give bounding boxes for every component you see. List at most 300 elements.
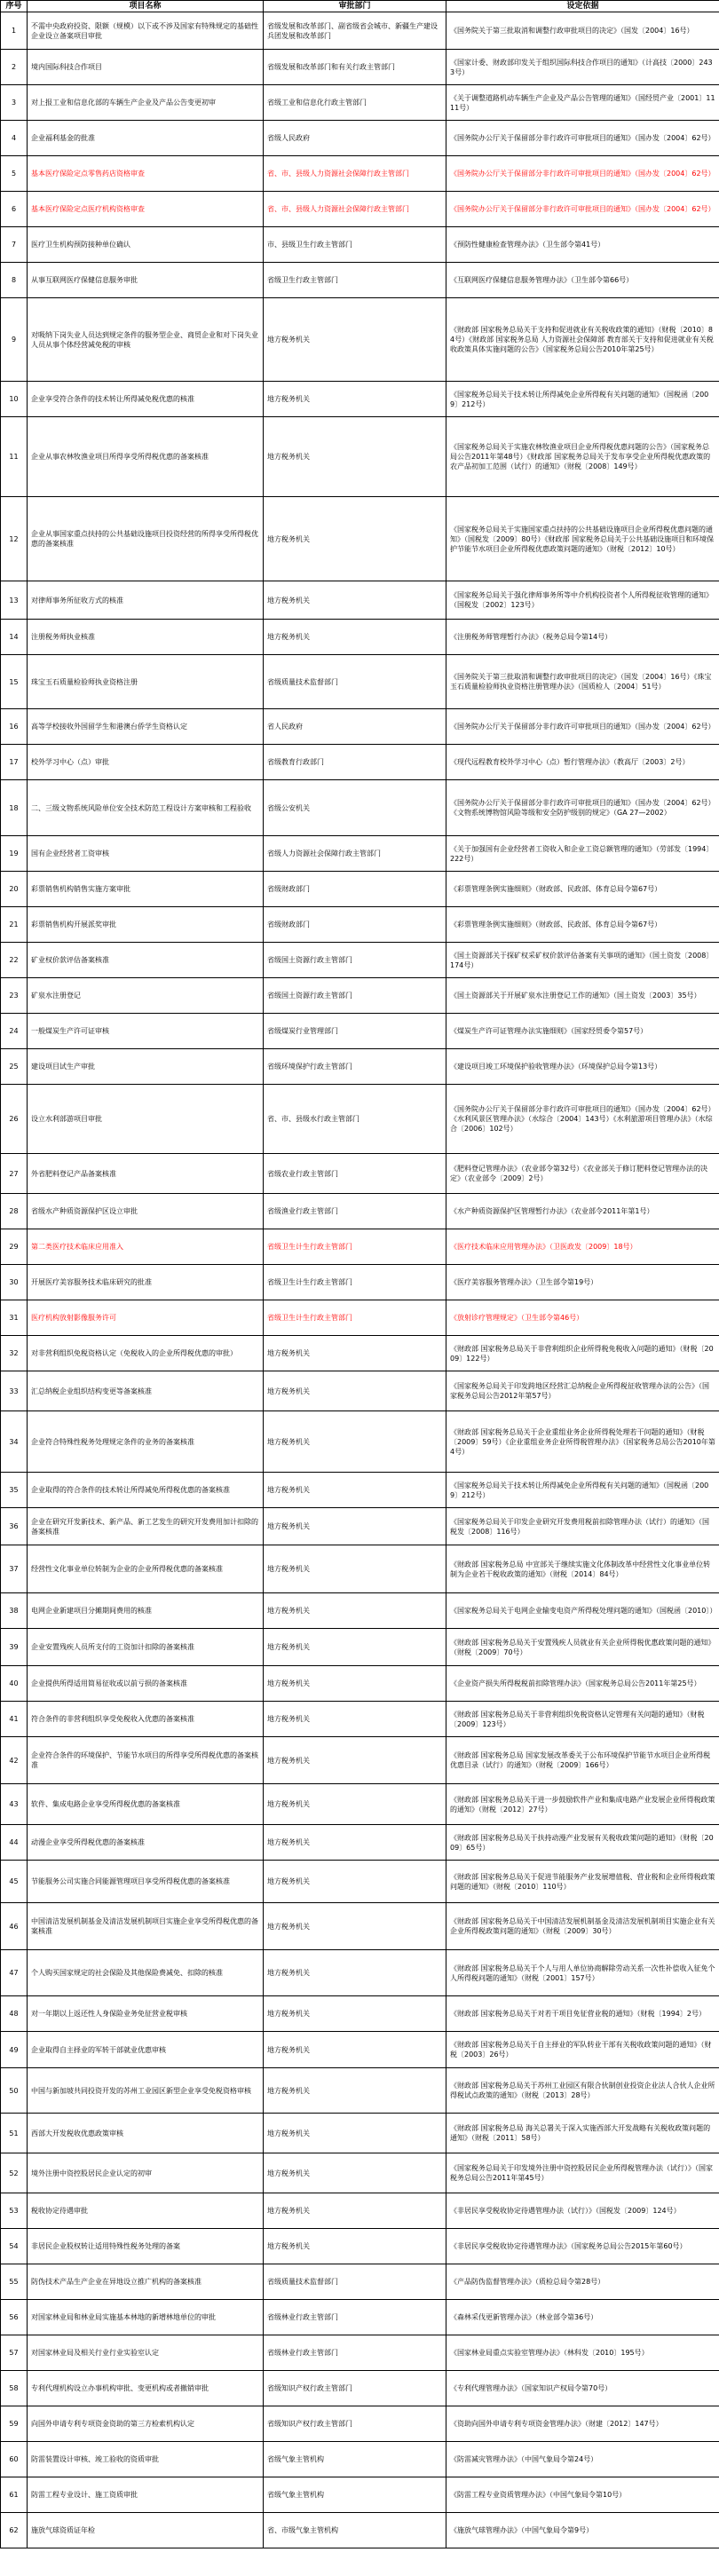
row-serial-number: 50 <box>1 2068 28 2114</box>
row-approval-department: 地方税务机关 <box>264 1411 446 1473</box>
table-row <box>1 192 719 227</box>
row-legal-basis: 《国家税务总局关于技术转让所得减免企业所得税有关问题的通知》（国税函〔2009〕212号） <box>446 382 719 417</box>
row-item-name: 税收协定待遇审批 <box>28 2193 264 2229</box>
table-row <box>1 298 719 382</box>
row-approval-department: 地方税务机关 <box>264 1950 446 1996</box>
row-approval-department: 省级林业行政主管部门 <box>264 2300 446 2335</box>
row-serial-number: 41 <box>1 1702 28 1737</box>
table-row <box>1 417 719 497</box>
row-item-name: 软件、集成电路企业享受所得税优惠的备案核准 <box>28 1784 264 1825</box>
row-approval-department: 地方税务机关 <box>264 1629 446 1666</box>
row-item-name: 不需中央政府投资、限额（规模）以下或不涉及国家有特殊规定的基础性企业设立备案项目审批 <box>28 12 264 50</box>
table-row <box>1 1593 719 1629</box>
row-item-name: 向国外申请专利专项资金资助的第三方检索机构认定 <box>28 2406 264 2442</box>
table-row <box>1 1545 719 1593</box>
row-item-name: 动漫企业享受所得税优惠的备案核准 <box>28 1825 264 1861</box>
row-legal-basis: 《国家税务总局关于电网企业输变电资产所得税处理问题的通知》（国税函〔2010〕） <box>446 1593 719 1629</box>
table-row <box>1 2229 719 2264</box>
row-serial-number: 10 <box>1 382 28 417</box>
table-row <box>1 943 719 978</box>
row-approval-department: 地方税务机关 <box>264 1861 446 1903</box>
row-item-name: 彩票销售机构开展派奖审批 <box>28 907 264 943</box>
table-row <box>1 1950 719 1996</box>
row-legal-basis: 《国家税务总局关于印发跨地区经营汇总纳税企业所得税征收管理办法的公告》（国家税务总局公告2012年第57号） <box>446 1371 719 1411</box>
row-legal-basis: 《彩票管理条例实施细则》（财政部、民政部、体育总局令第67号） <box>446 872 719 907</box>
row-item-name: 国有企业经营者工资审核 <box>28 836 264 872</box>
row-item-name: 对上报工业和信息化部的车辆生产企业及产品公告变更初审 <box>28 85 264 121</box>
row-serial-number: 4 <box>1 121 28 156</box>
row-legal-basis: 《国家计委、财政部印发关于组织国际科技合作项目的通知》（计高技〔2000〕2433号） <box>446 50 719 85</box>
row-legal-basis: 《非居民享受税收协定待遇管理办法》（国家税务总局公告2015年第60号） <box>446 2229 719 2264</box>
row-approval-department: 地方税务机关 <box>264 1336 446 1371</box>
row-legal-basis: 《财政部 国家税务总局关于支持和促进就业有关税收政策的通知》（财税〔2010〕84号）《财政部 国家税务总局 人力资源社会保障部 教育部关于支持和促进就业有关税收政策具体实施问题的公告》（国家税务总局公告2010年第25号） <box>446 298 719 382</box>
row-serial-number: 8 <box>1 263 28 298</box>
row-approval-department: 地方税务机关 <box>264 620 446 655</box>
row-legal-basis: 《财政部 国家税务总局关于非营利组织企业所得税免税收入问题的通知》（财税〔2009〕122号） <box>446 1336 719 1371</box>
row-item-name: 企业符合条件的环境保护、节能节水项目的所得享受所得税优惠的备案核准 <box>28 1737 264 1784</box>
row-item-name: 企业取得自主择业的军转干部就业优惠审核 <box>28 2032 264 2068</box>
row-approval-department: 地方税务机关 <box>264 1903 446 1950</box>
table-row <box>1 709 719 745</box>
row-item-name: 建设项目试生产审批 <box>28 1049 264 1085</box>
row-approval-department: 地方税务机关 <box>264 1996 446 2032</box>
row-item-name: 省级水产种质资源保护区设立审批 <box>28 1194 264 1229</box>
table-row <box>1 2442 719 2477</box>
row-approval-department: 省级卫生计生行政主管部门 <box>264 1229 446 1265</box>
row-serial-number: 5 <box>1 156 28 192</box>
row-item-name: 经营性文化事业单位转制为企业的企业所得税优惠的备案核准 <box>28 1545 264 1593</box>
row-approval-department: 地方税务机关 <box>264 1508 446 1545</box>
table-row <box>1 1825 719 1861</box>
row-item-name: 施放气球资质证年检 <box>28 2513 264 2548</box>
row-approval-department: 地方税务机关 <box>264 497 446 581</box>
row-legal-basis: 《财政部 国家税务总局关于企业重组业务企业所得税处理若干问题的通知》（财税〔2009〕59号）《企业重组业务企业所得税管理办法》（国家税务总局公告2010年第4号） <box>446 1411 719 1473</box>
row-approval-department: 省人民政府 <box>264 709 446 745</box>
table-row <box>1 1411 719 1473</box>
row-serial-number: 40 <box>1 1666 28 1702</box>
row-legal-basis: 《财政部 国家税务总局关于对若干项目免征营业税的通知》（财税〔1994〕2号） <box>446 1996 719 2032</box>
row-legal-basis: 《防雷工程专业资质管理办法》（中国气象局令第10号） <box>446 2477 719 2513</box>
row-serial-number: 62 <box>1 2513 28 2548</box>
table-row <box>1 978 719 1014</box>
row-serial-number: 34 <box>1 1411 28 1473</box>
row-approval-department: 省级质量技术监督部门 <box>264 2264 446 2300</box>
table-row <box>1 1666 719 1702</box>
row-legal-basis: 《医疗美容服务管理办法》（卫生部令第19号） <box>446 1265 719 1300</box>
table-row <box>1 2300 719 2335</box>
row-approval-department: 地方税务机关 <box>264 2068 446 2114</box>
row-approval-department: 省级渔业行政主管部门 <box>264 1194 446 1229</box>
row-serial-number: 1 <box>1 12 28 50</box>
row-serial-number: 56 <box>1 2300 28 2335</box>
row-serial-number: 18 <box>1 780 28 836</box>
table-row <box>1 2406 719 2442</box>
row-serial-number: 32 <box>1 1336 28 1371</box>
row-approval-department: 省、市、县级人力资源社会保障行政主管部门 <box>264 156 446 192</box>
table-row <box>1 907 719 943</box>
row-legal-basis: 《财政部 国家税务总局关于进一步鼓励软件产业和集成电路产业发展企业所得税政策的通知》（财税〔2012〕27号） <box>446 1784 719 1825</box>
row-legal-basis: 《国务院办公厅关于保留部分非行政许可审批项目的通知》（国办发〔2004〕62号） <box>446 709 719 745</box>
table-row <box>1 1702 719 1737</box>
row-legal-basis: 《国家税务总局关于印发境外注册中资控股居民企业所得税管理办法（试行）》（国家税务总局公告2011年第45号） <box>446 2153 719 2193</box>
table-row <box>1 50 719 85</box>
table-row <box>1 1996 719 2032</box>
row-legal-basis: 《财政部 国家税务总局关于扶持动漫产业发展有关税收政策问题的通知》（财税〔2009〕65号） <box>446 1825 719 1861</box>
row-item-name: 境外注册中资控股居民企业认定的初审 <box>28 2153 264 2193</box>
row-item-name: 医疗卫生机构预防接种单位确认 <box>28 227 264 263</box>
row-legal-basis: 《国家税务总局关于技术转让所得减免企业所得税有关问题的通知》（国税函〔2009〕212号） <box>446 1473 719 1508</box>
row-approval-department: 省级卫生计生行政主管部门 <box>264 1300 446 1336</box>
row-approval-department: 省级知识产权行政主管部门 <box>264 2371 446 2406</box>
table-row <box>1 1371 719 1411</box>
row-legal-basis: 《国务院关于第三批取消和调整行政审批项目的决定》（国发〔2004〕16号） <box>446 12 719 50</box>
row-serial-number: 20 <box>1 872 28 907</box>
row-item-name: 专利代理机构设立办事机构审批、变更机构或者撤销审批 <box>28 2371 264 2406</box>
row-legal-basis: 《国务院办公厅关于保留部分非行政许可审批项目的通知》（国办发〔2004〕62号）《水利风景区管理办法》（水综合〔2004〕143号）《水利旅游项目管理办法》（水综合〔2006〕102号） <box>446 1085 719 1154</box>
row-legal-basis: 《森林采伐更新管理办法》（林业部令第36号） <box>446 2300 719 2335</box>
row-approval-department: 地方税务机关 <box>264 1371 446 1411</box>
row-legal-basis: 《肥料登记管理办法》（农业部令第32号）《农业部关于修订肥料登记管理办法的决定》（农业部令〔2009〕2号） <box>446 1154 719 1194</box>
row-serial-number: 42 <box>1 1737 28 1784</box>
row-approval-department: 省级环境保护行政主管部门 <box>264 1049 446 1085</box>
row-serial-number: 17 <box>1 745 28 780</box>
row-legal-basis: 《国家税务总局关于强化律师事务所等中介机构投资者个人所得税征收管理的通知》（国税发〔2002〕123号） <box>446 581 719 620</box>
row-serial-number: 61 <box>1 2477 28 2513</box>
row-serial-number: 37 <box>1 1545 28 1593</box>
table-row <box>1 1473 719 1508</box>
row-approval-department: 省、市、县级人力资源社会保障行政主管部门 <box>264 192 446 227</box>
table-row <box>1 263 719 298</box>
table-row <box>1 1154 719 1194</box>
row-item-name: 医疗机构放射影像服务许可 <box>28 1300 264 1336</box>
row-item-name: 企业安置残疾人员所支付的工资加计扣除的备案核准 <box>28 1629 264 1666</box>
row-legal-basis: 《财政部 国家税务总局关于促进节能服务产业发展增值税、营业税和企业所得税政策问题的通知》（财税〔2010〕110号） <box>446 1861 719 1903</box>
row-approval-department: 省级卫生行政主管部门 <box>264 263 446 298</box>
row-serial-number: 6 <box>1 192 28 227</box>
row-item-name: 节能服务公司实施合同能源管理项目享受所得税优惠的备案核准 <box>28 1861 264 1903</box>
row-legal-basis: 《财政部 国家税务总局关于中国清洁发展机制基金及清洁发展机制项目实施企业有关企业所得税政策问题的通知》（财税〔2009〕30号） <box>446 1903 719 1950</box>
row-approval-department: 省级国土资源行政主管部门 <box>264 943 446 978</box>
row-legal-basis: 《财政部 国家税务总局关于非营利组织免税资格认定管理有关问题的通知》（财税〔2009〕123号） <box>446 1702 719 1737</box>
row-serial-number: 7 <box>1 227 28 263</box>
table-row <box>1 872 719 907</box>
row-serial-number: 16 <box>1 709 28 745</box>
row-serial-number: 33 <box>1 1371 28 1411</box>
row-item-name: 基本医疗保险定点零售药店资格审查 <box>28 156 264 192</box>
row-approval-department: 省级气象主管机构 <box>264 2442 446 2477</box>
row-item-name: 企业享受符合条件的技术转让所得减免税优惠的核准 <box>28 382 264 417</box>
row-approval-department: 省级人民政府 <box>264 121 446 156</box>
row-legal-basis: 《煤炭生产许可证管理办法实施细则》（国家经贸委令第57号） <box>446 1014 719 1049</box>
row-serial-number: 23 <box>1 978 28 1014</box>
row-serial-number: 29 <box>1 1229 28 1265</box>
table-row <box>1 620 719 655</box>
row-legal-basis: 《建设项目竣工环境保护验收管理办法》（环境保护总局令第13号） <box>446 1049 719 1085</box>
row-legal-basis: 《彩票管理条例实施细则》（财政部、民政部、体育总局令第67号） <box>446 907 719 943</box>
row-legal-basis: 《财政部 国家税务总局关于苏州工业园区有限合伙制创业投资企业法人合伙人企业所得税试点政策的通知》（财税〔2013〕28号） <box>446 2068 719 2114</box>
row-item-name: 企业从事国家重点扶持的公共基础设施项目投资经营的所得享受所得税优惠的备案核准 <box>28 497 264 581</box>
row-approval-department: 地方税务机关 <box>264 1737 446 1784</box>
table-row <box>1 227 719 263</box>
header-legal-basis: 设定依据 <box>446 1 719 12</box>
header-serial-number: 序号 <box>1 1 28 12</box>
row-serial-number: 26 <box>1 1085 28 1154</box>
row-serial-number: 36 <box>1 1508 28 1545</box>
row-serial-number: 24 <box>1 1014 28 1049</box>
row-serial-number: 53 <box>1 2193 28 2229</box>
row-approval-department: 地方税务机关 <box>264 1545 446 1593</box>
row-legal-basis: 《施放气球管理办法》（中国气象局令第9号） <box>446 2513 719 2548</box>
table-row <box>1 1903 719 1950</box>
row-item-name: 对国家林业局及相关行业行业实验室认定 <box>28 2335 264 2371</box>
row-approval-department: 省级气象主管机构 <box>264 2477 446 2513</box>
table-row <box>1 1629 719 1666</box>
row-approval-department: 地方税务机关 <box>264 1473 446 1508</box>
table-row <box>1 1784 719 1825</box>
row-serial-number: 59 <box>1 2406 28 2442</box>
table-row <box>1 1229 719 1265</box>
row-item-name: 防伪技术产品生产企业在异地设立推广机构的备案核准 <box>28 2264 264 2300</box>
row-approval-department: 地方税务机关 <box>264 1784 446 1825</box>
table-row <box>1 85 719 121</box>
table-row <box>1 497 719 581</box>
row-item-name: 非居民企业股权转让适用特殊性税务处理的备案 <box>28 2229 264 2264</box>
row-item-name: 中国清洁发展机制基金及清洁发展机制项目实施企业享受所得税优惠的备案核准 <box>28 1903 264 1950</box>
row-item-name: 企业取得的符合条件的技术转让所得减免所得税优惠的备案核准 <box>28 1473 264 1508</box>
row-legal-basis: 《预防性健康检查管理办法》（卫生部令第41号） <box>446 227 719 263</box>
table-row <box>1 2068 719 2114</box>
row-legal-basis: 《水产种质资源保护区管理暂行办法》（农业部令2011年第1号） <box>446 1194 719 1229</box>
row-serial-number: 21 <box>1 907 28 943</box>
row-approval-department: 地方税务机关 <box>264 298 446 382</box>
row-serial-number: 12 <box>1 497 28 581</box>
row-serial-number: 19 <box>1 836 28 872</box>
row-legal-basis: 《财政部 国家税务总局关于个人与用人单位协商解除劳动关系一次性补偿收入征免个人所得税问题的通知》（财税〔2001〕157号） <box>446 1950 719 1996</box>
table-row <box>1 1336 719 1371</box>
table-row <box>1 2513 719 2548</box>
table-body <box>1 12 719 2548</box>
row-legal-basis: 《国家税务总局关于实施国家重点扶持的公共基础设施项目企业所得税优惠问题的通知》（国税发〔2009〕80号）《财政部 国家税务总局关于公共基础设施项目和环境保护节能节水项目企业所得税优惠政策问题的通知》（财税〔2012〕10号） <box>446 497 719 581</box>
row-approval-department: 地方税务机关 <box>264 1702 446 1737</box>
row-item-name: 第二类医疗技术临床应用准入 <box>28 1229 264 1265</box>
table-row <box>1 1508 719 1545</box>
row-item-name: 从事互联网医疗保健信息服务审批 <box>28 263 264 298</box>
table-row <box>1 1014 719 1049</box>
row-approval-department: 地方税务机关 <box>264 1593 446 1629</box>
row-serial-number: 9 <box>1 298 28 382</box>
row-approval-department: 地方税务机关 <box>264 417 446 497</box>
row-item-name: 汇总纳税企业组织结构变更等备案核准 <box>28 1371 264 1411</box>
table-header <box>1 1 719 12</box>
row-serial-number: 25 <box>1 1049 28 1085</box>
row-item-name: 企业符合特殊性税务处理规定条件的业务的备案核准 <box>28 1411 264 1473</box>
row-approval-department: 省级煤炭行业管理部门 <box>264 1014 446 1049</box>
row-serial-number: 13 <box>1 581 28 620</box>
row-serial-number: 11 <box>1 417 28 497</box>
row-legal-basis: 《专利代理管理办法》（国家知识产权局令第70号） <box>446 2371 719 2406</box>
row-serial-number: 58 <box>1 2371 28 2406</box>
row-item-name: 电网企业新建项目分摊期间费用的核准 <box>28 1593 264 1629</box>
row-serial-number: 30 <box>1 1265 28 1300</box>
row-approval-department: 省级知识产权行政主管部门 <box>264 2406 446 2442</box>
row-approval-department: 地方税务机关 <box>264 2229 446 2264</box>
row-serial-number: 54 <box>1 2229 28 2264</box>
row-approval-department: 省、市级气象主管机构 <box>264 2513 446 2548</box>
row-item-name: 二、三级文物系统风险单位安全技术防范工程设计方案审核和工程验收 <box>28 780 264 836</box>
row-legal-basis: 《关于加强国有企业经营者工资收入和企业工资总额管理的通知》（劳部发〔1994〕222号） <box>446 836 719 872</box>
row-item-name: 对律师事务所征收方式的核准 <box>28 581 264 620</box>
row-approval-department: 地方税务机关 <box>264 2153 446 2193</box>
row-serial-number: 3 <box>1 85 28 121</box>
table-row <box>1 1194 719 1229</box>
row-item-name: 企业福利基金的批准 <box>28 121 264 156</box>
table-row <box>1 382 719 417</box>
row-item-name: 一般煤炭生产许可证审核 <box>28 1014 264 1049</box>
row-approval-department: 省级国土资源行政主管部门 <box>264 978 446 1014</box>
table-row <box>1 2114 719 2153</box>
row-serial-number: 39 <box>1 1629 28 1666</box>
row-legal-basis: 《国务院关于第三批取消和调整行政审批项目的决定》（国发〔2004〕16号）《珠宝玉石质量检验师执业资格注册管理办法》（国质检人〔2004〕51号） <box>446 655 719 709</box>
row-approval-department: 省级发展和改革部门、副省级省会城市、新疆生产建设兵团发展和改革部门 <box>264 12 446 50</box>
row-item-name: 符合条件的非营利组织享受免税收入优惠的备案核准 <box>28 1702 264 1737</box>
row-approval-department: 省级质量技术监督部门 <box>264 655 446 709</box>
row-approval-department: 省级教育行政部门 <box>264 745 446 780</box>
table-row <box>1 1300 719 1336</box>
row-item-name: 防雷工程专业设计、施工资质审批 <box>28 2477 264 2513</box>
header-approval-department: 审批部门 <box>264 1 446 12</box>
row-serial-number: 22 <box>1 943 28 978</box>
row-approval-department: 省、市、县级水行政主管部门 <box>264 1085 446 1154</box>
table-row <box>1 2264 719 2300</box>
table-row <box>1 1049 719 1085</box>
row-approval-department: 地方税务机关 <box>264 382 446 417</box>
table-row <box>1 2193 719 2229</box>
row-legal-basis: 《医疗技术临床应用管理办法》（卫医政发〔2009〕18号） <box>446 1229 719 1265</box>
row-approval-department: 省级林业行政主管部门 <box>264 2335 446 2371</box>
row-serial-number: 49 <box>1 2032 28 2068</box>
row-legal-basis: 《防雷减灾管理办法》（中国气象局令第24号） <box>446 2442 719 2477</box>
row-legal-basis: 《财政部 国家税务总局关于安置残疾人员就业有关企业所得税优惠政策问题的通知》（财税〔2009〕70号） <box>446 1629 719 1666</box>
row-approval-department: 省级工业和信息化行政主管部门 <box>264 85 446 121</box>
row-serial-number: 31 <box>1 1300 28 1336</box>
row-item-name: 中国与新加坡共同投资开发的苏州工业园区新型企业享受免税资格审核 <box>28 2068 264 2114</box>
table-row <box>1 1861 719 1903</box>
table-row <box>1 12 719 50</box>
row-legal-basis: 《财政部 国家税务总局关于自主择业的军队转业干部有关税收政策问题的通知》（财税〔2003〕26号） <box>446 2032 719 2068</box>
row-item-name: 企业在研究开发新技术、新产品、新工艺发生的研究开发费用加计扣除的备案核准 <box>28 1508 264 1545</box>
row-item-name: 对非营利组织免税资格认定（免税收入的企业所得税优惠的审批） <box>28 1336 264 1371</box>
table-row <box>1 2335 719 2371</box>
table-row <box>1 1085 719 1154</box>
row-item-name: 设立水利部游项目审批 <box>28 1085 264 1154</box>
row-approval-department: 省级发展和改革部门和有关行政主管部门 <box>264 50 446 85</box>
header-item-name: 项目名称 <box>28 1 264 12</box>
row-approval-department: 地方税务机关 <box>264 1825 446 1861</box>
row-item-name: 企业提供所得适用简易征收或以前亏损的备案核准 <box>28 1666 264 1702</box>
table-row <box>1 2371 719 2406</box>
row-item-name: 外省肥料登记产品备案核准 <box>28 1154 264 1194</box>
table-row <box>1 780 719 836</box>
row-approval-department: 地方税务机关 <box>264 1666 446 1702</box>
row-item-name: 开展医疗美容服务技术临床研究的批准 <box>28 1265 264 1300</box>
row-legal-basis: 《国务院办公厅关于保留部分非行政许可审批项目的通知》（国办发〔2004〕62号） <box>446 156 719 192</box>
row-item-name: 西部大开发税收优惠政策审核 <box>28 2114 264 2153</box>
row-legal-basis: 《国家林业局重点实验室管理办法》（林科发〔2010〕195号） <box>446 2335 719 2371</box>
row-item-name: 对吸纳下岗失业人员达到规定条件的服务型企业、商贸企业和对下岗失业人员从事个体经营减免税的审核 <box>28 298 264 382</box>
row-item-name: 基本医疗保险定点医疗机构资格审查 <box>28 192 264 227</box>
row-serial-number: 57 <box>1 2335 28 2371</box>
table-row <box>1 745 719 780</box>
row-item-name: 高等学校接收外国留学生和港澳台侨学生资格认定 <box>28 709 264 745</box>
row-serial-number: 46 <box>1 1903 28 1950</box>
row-legal-basis: 《产品防伪监督管理办法》（质检总局令第28号） <box>446 2264 719 2300</box>
row-serial-number: 52 <box>1 2153 28 2193</box>
row-approval-department: 地方税务机关 <box>264 581 446 620</box>
row-serial-number: 14 <box>1 620 28 655</box>
row-serial-number: 45 <box>1 1861 28 1903</box>
table-row <box>1 2153 719 2193</box>
row-serial-number: 47 <box>1 1950 28 1996</box>
row-legal-basis: 《国土资源部关于开展矿泉水注册登记工作的通知》（国土资发〔2003〕35号） <box>446 978 719 1014</box>
row-item-name: 对国家林业局和林业局实施基本林地的新增林地单位的审批 <box>28 2300 264 2335</box>
row-serial-number: 43 <box>1 1784 28 1825</box>
table-row <box>1 2477 719 2513</box>
row-serial-number: 51 <box>1 2114 28 2153</box>
row-legal-basis: 《放射诊疗管理规定》（卫生部令第46号） <box>446 1300 719 1336</box>
row-item-name: 个人购买国家规定的社会保险及其他保险费减免、扣除的核准 <box>28 1950 264 1996</box>
row-serial-number: 15 <box>1 655 28 709</box>
table-row <box>1 2032 719 2068</box>
table-row <box>1 655 719 709</box>
row-item-name: 矿泉水注册登记 <box>28 978 264 1014</box>
row-item-name: 校外学习中心（点）审批 <box>28 745 264 780</box>
row-serial-number: 60 <box>1 2442 28 2477</box>
row-approval-department: 地方税务机关 <box>264 2114 446 2153</box>
row-serial-number: 35 <box>1 1473 28 1508</box>
row-legal-basis: 《非居民享受税收协定待遇管理办法（试行）》（国税发〔2009〕124号） <box>446 2193 719 2229</box>
row-legal-basis: 《国家税务总局关于实施农林牧渔业项目企业所得税优惠问题的公告》（国家税务总局公告2011年第48号）《财政部 国家税务总局关于发布享受企业所得税优惠政策的农产品初加工范围（试行）的通知》（财税〔2008〕149号） <box>446 417 719 497</box>
row-legal-basis: 《资助向国外申请专利专项资金管理办法》（财建〔2012〕147号） <box>446 2406 719 2442</box>
row-approval-department: 省级人力资源社会保障行政主管部门 <box>264 836 446 872</box>
row-legal-basis: 《财政部 国家税务总局 海关总署关于深入实施西部大开发战略有关税收政策问题的通知》（财税〔2011〕58号） <box>446 2114 719 2153</box>
row-serial-number: 48 <box>1 1996 28 2032</box>
row-item-name: 珠宝玉石质量检验师执业资格注册 <box>28 655 264 709</box>
table-row <box>1 581 719 620</box>
table-row <box>1 1737 719 1784</box>
row-legal-basis: 《国务院办公厅关于保留部分非行政许可审批项目的通知》（国办发〔2004〕62号） <box>446 192 719 227</box>
row-legal-basis: 《现代远程教育校外学习中心（点）暂行管理办法》（教高厅〔2003〕2号） <box>446 745 719 780</box>
row-legal-basis: 《国务院办公厅关于保留部分非行政许可审批项目的通知》（国办发〔2004〕62号）《文物系统博物馆风险等级和安全防护级别的规定》（GA 27—2002） <box>446 780 719 836</box>
row-approval-department: 省级公安机关 <box>264 780 446 836</box>
table-row <box>1 121 719 156</box>
row-legal-basis: 《国家税务总局关于印发企业研究开发费用税前扣除管理办法（试行）的通知》（国税发〔2008〕116号） <box>446 1508 719 1545</box>
row-approval-department: 地方税务机关 <box>264 2032 446 2068</box>
table-row <box>1 1265 719 1300</box>
row-legal-basis: 《企业资产损失所得税税前扣除管理办法》（国家税务总局公告2011年第25号） <box>446 1666 719 1702</box>
row-item-name: 防雷装置设计审核、竣工验收的资质审批 <box>28 2442 264 2477</box>
table-row <box>1 156 719 192</box>
row-approval-department: 省级财政部门 <box>264 907 446 943</box>
row-legal-basis: 《注册税务师管理暂行办法》（税务总局令第14号） <box>446 620 719 655</box>
row-serial-number: 44 <box>1 1825 28 1861</box>
row-legal-basis: 《财政部 国家税务总局 国家发展改革委关于公布环境保护节能节水项目企业所得税优惠目录（试行）的通知》（财税〔2009〕166号） <box>446 1737 719 1784</box>
row-approval-department: 省级财政部门 <box>264 872 446 907</box>
row-serial-number: 2 <box>1 50 28 85</box>
row-approval-department: 省级农业行政主管部门 <box>264 1154 446 1194</box>
row-item-name: 企业从事农林牧渔业项目所得享受所得税优惠的备案核准 <box>28 417 264 497</box>
row-legal-basis: 《国土资源部关于探矿权采矿权价款评估备案有关事项的通知》（国土资发〔2008〕174号） <box>446 943 719 978</box>
row-legal-basis: 《财政部 国家税务总局 中宣部关于继续实施文化体制改革中经营性文化事业单位转制为企业若干税收政策的通知》（财税〔2014〕84号） <box>446 1545 719 1593</box>
